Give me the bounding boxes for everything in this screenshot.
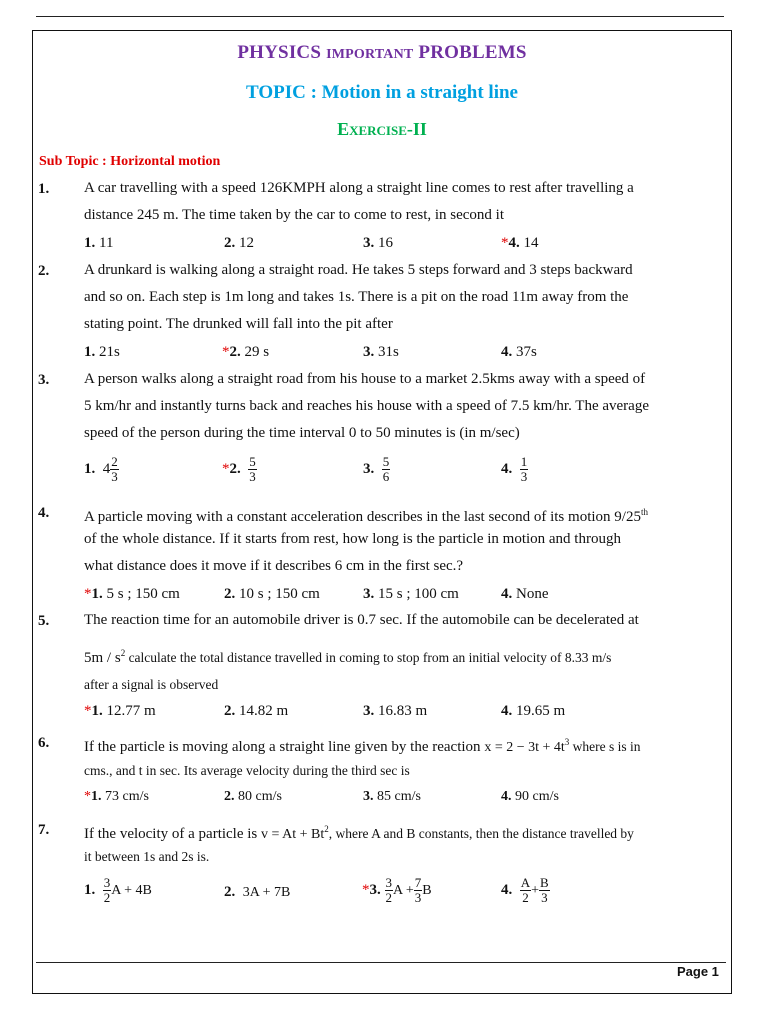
question-2-line-3: stating point. The drunked will fall into the pit after [84, 316, 393, 332]
question-7-line-1: If the velocity of a particle is $v = At + Bt^2$, where A and B constants, then the distance travelled by [84, 824, 634, 842]
q3-option-1: 1. 4 $\frac{2}{3}$ [84, 454, 118, 484]
question-3-line-3: speed of the person during the time interval 0 to 50 minutes is (in m/sec) [84, 425, 520, 441]
q6-option-4: 4. 90 cm/s [501, 789, 559, 804]
question-4-line-1: A particle moving with a constant acceleration describes in the last second of its motion 9/25th [84, 507, 648, 525]
question-1-line-2: distance 245 m. The time taken by the car to come to rest, in second it [84, 207, 505, 223]
question-3-line-1: A person walks along a straight road from his house to a market 2.5kms away with a speed of [84, 371, 646, 387]
question-5-number: 5. [38, 613, 50, 629]
q3-option-3: 3. $\frac{5}{6}$ [363, 454, 390, 484]
question-6-number: 6. [38, 735, 50, 751]
page-title: PHYSICS IMPORTANT PROBLEMS [237, 42, 527, 63]
question-3-number: 3. [38, 372, 50, 388]
q4-option-4: 4. None [501, 586, 549, 602]
question-4-line-2: of the whole distance. If it starts from rest, how long is the particle in motion and through [84, 531, 621, 547]
question-2-line-1: A drunkard is walking along a straight road. He takes 5 steps forward and 3 steps backward [84, 262, 633, 278]
q7-option-1: 1. $\frac{3}{2}$ A + 4B [84, 875, 152, 905]
question-2-line-2: and so on. Each step is 1m long and takes 1s. There is a pit on the road 11m away from the [84, 289, 629, 305]
q2-option-1: 1. 21s [84, 344, 120, 360]
q5-option-3: 3. 16.83 m [363, 703, 428, 719]
q1-option-1: 1. 11 [84, 235, 114, 251]
q7-option-3-correct: * 3. $\frac{3}{2}$ A + $\frac{7}{3}$ B [362, 875, 432, 905]
q4-option-1-correct: *1. 5 s ; 150 cm [84, 586, 180, 602]
exercise-heading: Exercise-II [337, 119, 427, 139]
question-3-line-2: 5 km/hr and instantly turns back and reaches his house with a speed of 7.5 km/hr. The average [84, 398, 649, 414]
question-5-line-1: The reaction time for an automobile driver is 0.7 sec. If the automobile can be decelerated at [84, 612, 639, 628]
q2-option-3: 3. 31s [363, 344, 399, 360]
topic-heading: TOPIC : Motion in a straight line [246, 82, 518, 103]
question-1-number: 1. [38, 181, 50, 197]
q4-option-2: 2. 10 s ; 150 cm [224, 586, 320, 602]
question-6-line-1: If the particle is moving along a straight line given by the reaction $x = 2 - 3t + 4t^3$ where s is in [84, 737, 641, 755]
q2-option-2-correct: *2. 29 s [222, 344, 270, 360]
subtopic-heading: Sub Topic : Horizontal motion [39, 154, 221, 169]
question-1-line-1: A car travelling with a speed 126KMPH along a straight line comes to rest after travelling a [84, 180, 634, 196]
q3-option-2-correct: * 2. $\frac{5}{3}$ [222, 454, 256, 484]
q5-option-1-correct: *1. 12.77 m [84, 703, 156, 719]
q1-option-4-correct: *4. 14 [501, 235, 539, 251]
question-4-line-3: what distance does it move if it describes 6 cm in the first sec.? [84, 558, 464, 574]
question-2-number: 2. [38, 263, 50, 279]
question-7-number: 7. [38, 822, 50, 838]
q5-option-2: 2. 14.82 m [224, 703, 289, 719]
question-4-number: 4. [38, 505, 50, 521]
q7-option-4: 4. $\frac{A}{2}$ + $\frac{B}{3}$ [501, 875, 549, 905]
q6-option-1-correct: *1. 73 cm/s [84, 789, 149, 804]
q6-option-3: 3. 85 cm/s [363, 789, 421, 804]
q7-option-2: 2. 3A + 7B [224, 884, 291, 900]
footer-rule [36, 962, 726, 963]
question-5-line-3: after a signal is observed [84, 677, 219, 692]
q3-option-4: 4. $\frac{1}{3}$ [501, 454, 528, 484]
top-rule [36, 16, 724, 17]
q5-option-4: 4. 19.65 m [501, 703, 566, 719]
question-7-line-2: it between 1s and 2s is. [84, 849, 210, 864]
q1-option-3: 3. 16 [363, 235, 393, 251]
q4-option-3: 3. 15 s ; 100 cm [363, 586, 459, 602]
q6-option-2: 2. 80 cm/s [224, 789, 282, 804]
q2-option-4: 4. 37s [501, 344, 537, 360]
question-6-line-2: cms., and t in sec. Its average velocity during the third sec is [84, 763, 410, 778]
question-5-line-2: $5m / s^2$ calculate the total distance travelled in coming to stop from an initial velocity of 8.33 m/s [84, 648, 612, 666]
page-number: Page 1 [677, 964, 719, 979]
q1-option-2: 2. 12 [224, 235, 254, 251]
